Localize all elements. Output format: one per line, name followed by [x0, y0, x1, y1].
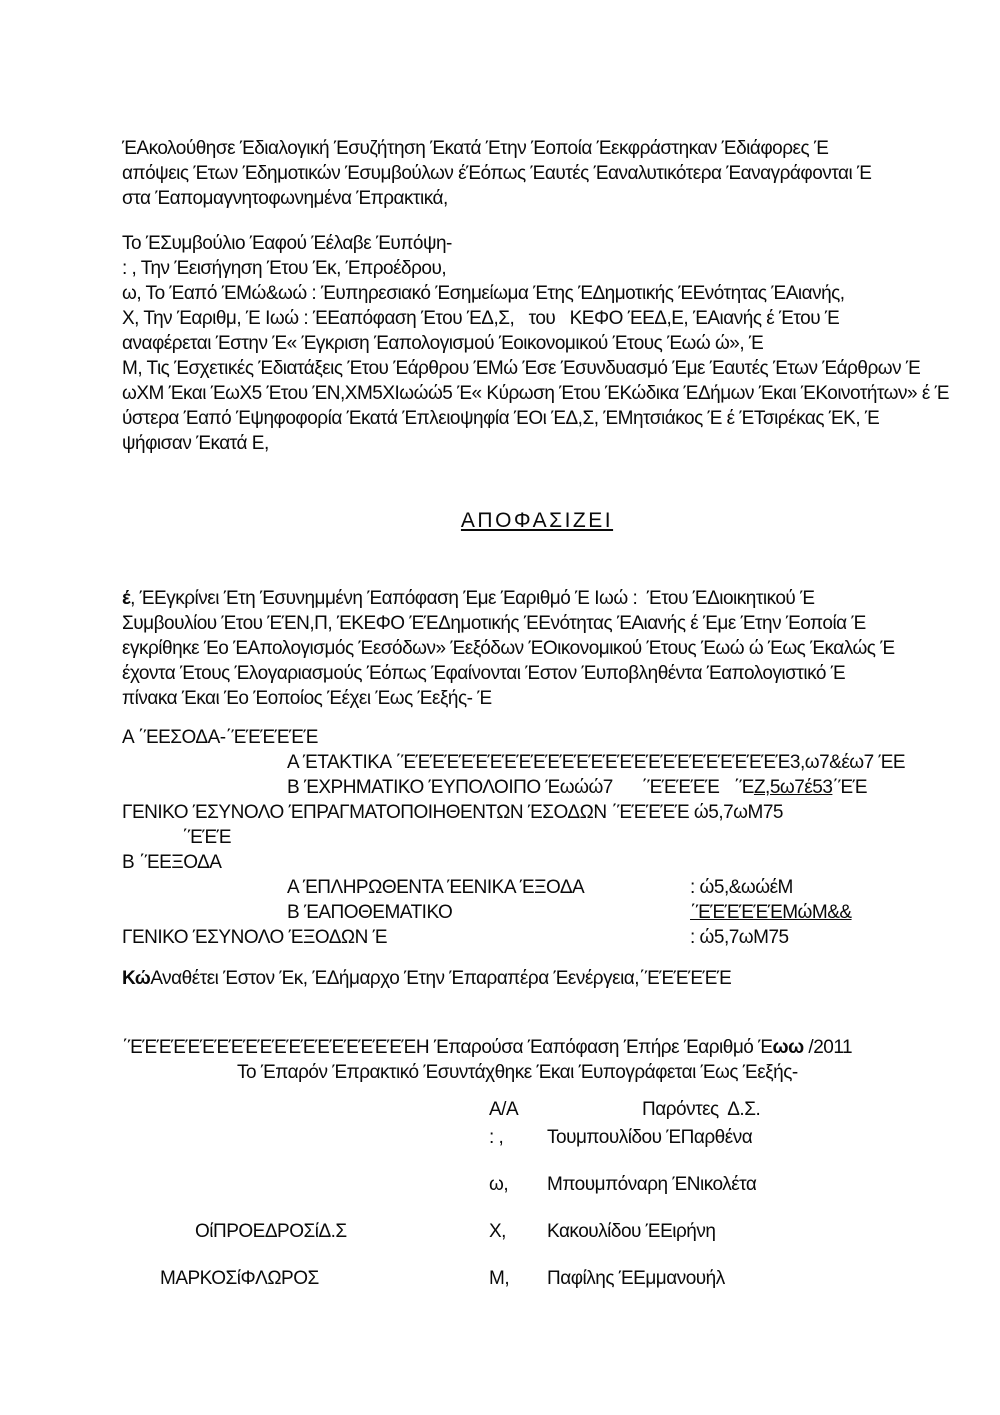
- signature-header-row: [122, 1097, 892, 1125]
- text-line: αναφέρεται Έστην Έ« Έγκριση Έαπολογισμού Έοικονομικού Έτους Έωώ ώ», Έ: [122, 333, 764, 354]
- row-label: Α ΈΠΛΗΡΩΘΕΝΤΑ ΈΕΝΙΚΑ ΈΞΟΔΑ: [287, 877, 585, 898]
- text-line: Το ΈΣυμβούλιο Έαφού Έέλαβε Έυπόψη-: [122, 233, 452, 254]
- text-line: Το Έπαρόν Έπρακτικό Έσυντάχθηκε Έκαι Έυπογράφεται Έως Έεξής-: [237, 1062, 798, 1083]
- decision-number-line: [122, 1035, 892, 1060]
- member-name: Μπουμπόναρη ΈΝικολέτα: [547, 1174, 757, 1195]
- row-trailer: ΄ΈΈ: [832, 777, 868, 798]
- table-row: [122, 1172, 892, 1219]
- text-line: απόψεις Έτων Έδημοτικών Έσυμβούλων έΈόπως Έαυτές Έαναλυτικότερα Έαναγράφονται Έ: [122, 163, 872, 184]
- row-label: ΓΕΝΙΚΟ ΈΣΥΝΟΛΟ ΈΞΟΔΩΝ Έ: [122, 927, 388, 948]
- expenses-total-row: [122, 925, 892, 950]
- expenses-section-header: Β ΄ΈΕΞΟΔΑ: [122, 852, 222, 873]
- column-header-aa: Α/Α: [489, 1099, 519, 1120]
- member-name: Τουμπουλίδου ΈΠαρθένα: [547, 1127, 753, 1148]
- paragraph-approval: [122, 586, 895, 711]
- text-line: [122, 586, 892, 611]
- text-line: πίνακα Έκαι Έο Έοποίος Έέχει Έως Έεξής- Έ: [122, 688, 492, 709]
- text-line: εγκρίθηκε Έο ΈΑπολογισμός Έεσόδων» Έεξόδων ΈΟικονομικού Έτους Έωώ ώ Έως Έκαλώς Έ: [122, 638, 895, 659]
- list-item: : , Την Έεισήγηση Έτου Έκ, Έπροέδρου,: [122, 258, 447, 279]
- text-line: έχοντα Έτους Έλογαριασμούς Έόπως Έφαίνονται Έστον Έυποβληθέντα Έαπολογιστικό Έ: [122, 663, 846, 684]
- text-segment: ΄ΈΈΈΈΈΈΈΈΈΈΈΈΈΈΈΈΈΈΈΈΗ Έπαρούσα Έαπόφαση Έπήρε Έαριθμό Έ: [122, 1037, 773, 1058]
- text-line: ΈΑκολούθησε Έδιαλογική Έσυζήτηση Έκατά Έτην Έοποία Έεκφράστηκαν Έδιάφορες Έ: [122, 138, 829, 159]
- assignment-line: [122, 966, 892, 991]
- income-total-row: ΓΕΝΙΚΟ ΈΣΥΝΟΛΟ ΈΠΡΑΓΜΑΤΟΠΟΙΗΘΕΝΤΩΝ ΈΣΟΔΩΝ ΄ΈΈΈΈΈ ώ5,7ωΜ75: [122, 802, 783, 823]
- row-number: : ,: [489, 1127, 504, 1148]
- expenses-section: [122, 850, 892, 950]
- expenses-row-reserve: [122, 900, 892, 925]
- text-line: Συμβουλίου Έτου ΈΈΝ,Π, ΈΚΕΦΟ ΈΈΔημοτικής ΈΕνότητας ΈΑιανής έ Έμε Έτην Έοποία Έ: [122, 613, 866, 634]
- table-row: [122, 1219, 892, 1266]
- decision-year: /2011: [803, 1037, 853, 1058]
- member-name: Παφίλης ΈΕμμανουήλ: [547, 1268, 725, 1289]
- text-line: στα Έαπομαγνητοφωνημένα Έπρακτικά,: [122, 188, 448, 209]
- row-label: Β ΈΧΡΗΜΑΤΙΚΟ ΈΥΠΟΛΟΙΠΟ Έωώώ7 ΄ΈΈΈΈΈ ΄Έ: [287, 777, 754, 798]
- list-marker: έ: [122, 588, 131, 609]
- closing-section: [122, 1035, 892, 1085]
- signature-table: [122, 1097, 892, 1313]
- row-value: : ώ5,7ωΜ75: [690, 927, 789, 948]
- paragraph-considerations: [122, 231, 949, 456]
- column-header-present: Παρόντες Δ.Σ.: [642, 1099, 761, 1120]
- income-section: [122, 725, 906, 850]
- table-row: [122, 1125, 892, 1172]
- row-value: Ζ,5ω7έ53: [753, 777, 833, 798]
- stray-glyphs: ΄ΈΈΈ: [182, 827, 232, 848]
- text-segment: , ΈΕγκρίνει Έτη Έσυνημμένη Έαπόφαση Έμε Έαριθμό Έ Ιωώ : Έτου ΈΔιοικητικού Έ: [130, 588, 815, 609]
- text-line: ύστερα Έαπό Έψηφοφορία Έκατά Έπλειοψηφία ΈΟι ΈΔ,Σ, ΈΜητσιάκος Έ έ ΈΤσιρέκας ΈΚ, Έ: [122, 408, 880, 429]
- expenses-row-paid: [122, 875, 892, 900]
- paragraph-discussion: [122, 136, 892, 211]
- table-row: [122, 1266, 892, 1313]
- income-row-cash-balance: [122, 775, 892, 800]
- text-line: ωΧΜ Έκαι ΈωΧ5 Έτου ΈΝ,ΧΜ5ΧΙωώώ5 Έ« Κύρωση Έτου ΈΚώδικα ΈΔήμων Έκαι ΈΚοινοτήτων» έ Έ: [122, 383, 949, 404]
- row-label: Β ΈΑΠΟΘΕΜΑΤΙΚΟ: [287, 902, 453, 923]
- decision-heading: ΑΠΟΦΑΣΙΖΕΙ: [460, 509, 614, 532]
- document-page: [122, 136, 949, 1313]
- list-item: Μ, Τις Έσχετικές Έδιατάξεις Έτου Έάρθρου ΈΜώ Έσε Έσυνδυασμό Έμε Έαυτές Έτων Έάρθρων Έ: [122, 358, 921, 379]
- row-value: ΄ΈΈΈΈΈΈΜώΜ&&: [690, 902, 852, 923]
- list-item: Χ, Την Έαριθμ, Έ Ιωώ : ΈΕαπόφαση Έτου ΈΔ,Σ, του ΚΕΦΟ ΈΕΔ,Ε, ΈΑιανής έ Έτου Έ: [122, 308, 840, 329]
- row-value: : ώ5,&ωώέΜ: [690, 877, 793, 898]
- row-number: ω,: [489, 1174, 509, 1195]
- decision-number: ωω: [772, 1037, 804, 1058]
- text-segment: Αναθέτει Έστον Έκ, ΈΔήμαρχο Έτην Έπαραπέρα Έενέργεια,΄ΈΈΈΈΈΈ: [150, 968, 732, 989]
- income-section-header: Α ΄ΈΕΣΟΔΑ-΄ΈΈΈΈΈΈ: [122, 727, 318, 748]
- member-name: Κακουλίδου ΈΕιρήνη: [547, 1221, 716, 1242]
- list-item: ω, Το Έαπό ΈΜώ&ωώ : Έυπηρεσιακό Έσημείωμα Έτης ΈΔημοτικής ΈΕνότητας ΈΑιανής,: [122, 283, 845, 304]
- row-number: Μ,: [489, 1268, 510, 1289]
- row-number: Χ,: [489, 1221, 506, 1242]
- president-name: ΜΑΡΚΟΣίΦΛΩΡΟΣ: [160, 1268, 319, 1289]
- list-marker: Κώ: [122, 968, 151, 989]
- text-line: ψήφισαν Έκατά Ε,: [122, 433, 269, 454]
- income-row-regular: Α ΈΤΑΚΤΙΚΑ ΄ΈΈΈΈΈΈΈΈΈΈΈΈΈΈΈΈΈΈΈΈΈΈΈΈΈΈΈ3,ω7&έω7 ΈΕ: [287, 752, 906, 773]
- president-title: ΟίΠΡΟΕΔΡΟΣίΔ.Σ: [195, 1221, 347, 1242]
